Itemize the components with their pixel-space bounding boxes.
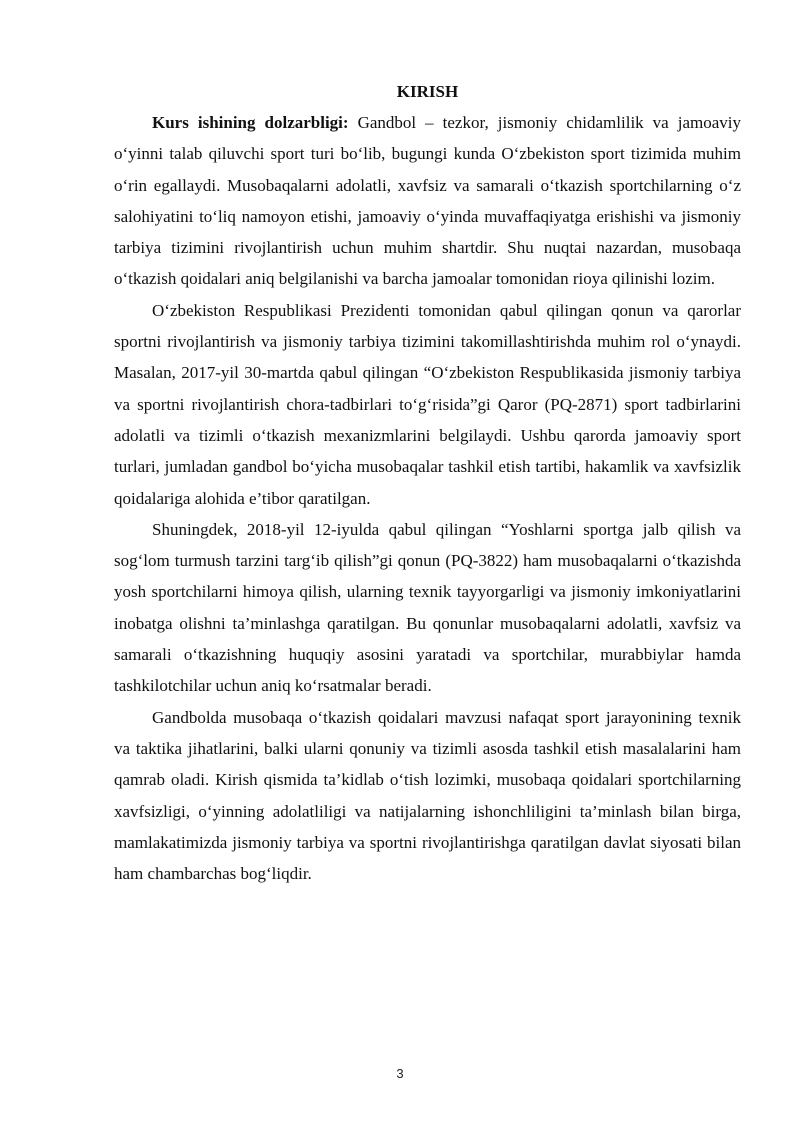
paragraph-presidential-decrees: O‘zbekiston Respublikasi Prezidenti tomonidan qabul qilingan qonun va qarorlar sportni rivojlantirish va jismoniy tarbiya tizimini takomillashtirishda muhim rol o‘ynaydi. Masalan, 2017-yil 30-martda qabul qilingan “O‘zbekiston Respublikasida jismoniy tarbiya va sportni rivojlantirish chora-tadbirlari to‘g‘risida”gi Qaror (PQ-2871) sport tadbirlarini adolatli va tizimli o‘tkazish mexanizmlarini belgilaydi. Ushbu qarorda jamoaviy sport turlari, jumladan gandbol bo‘yicha musobaqalar tashkil etish tartibi, hakamlik va xavfsizlik qoidalariga alohida e’tibor qaratilgan. [114,300,741,508]
page-content [114,76,741,889]
paragraph-handball-rules: Gandbolda musobaqa o‘tkazish qoidalari mavzusi nafaqat sport jarayonining texnik va taktika jihatlarini, balki ularni qonuniy va tizimli asosda tashkil etish masalalarini ham qamrab oladi. Kirish qismida ta’kidlab o‘tish lozimki, musobaqa qoidalari sportchilarning xavfsizligi, o‘yinning adolatliligi va natijalarning ishonchliligini ta’minlash bilan birga, mamlakatimizda jismoniy tarbiya va sportni rivojlantirishga qaratilgan davlat siyosati bilan ham chambarchas bog‘liqdir. [114,707,741,884]
page-number: 3 [396,1066,404,1081]
paragraph-youth-law: Shuningdek, 2018-yil 12-iyulda qabul qilingan “Yoshlarni sportga jalb qilish va sog‘lom turmush tarzini targ‘ib qilish”gi qonun (PQ-3822) ham musobaqalarni o‘tkazishda yosh sportchilarni himoya qilish, ularning texnik tayyorgarligi va jismoniy imkoniyatlarini inobatga olishni ta’minlashga qaratilgan. Bu qonunlar musobaqalarni adolatli, xavfsiz va samarali o‘tkazishning huquqiy asosini yaratadi va sportchilar, murabbiylar hamda tashkilotchilar uchun aniq ko‘rsatmalar beradi. [114,519,741,696]
section-heading: KIRISH [396,82,459,101]
paragraph-text: Gandbol – tezkor, jismoniy chidamlilik va jamoaviy o‘yinni talab qiluvchi sport turi bo‘lib, bugungi kunda O‘zbekiston sport tizimida muhim o‘rin egallaydi. Musobaqalarni adolatli, xavfsiz va samarali o‘tkazish sportchilarning o‘z salohiyatini to‘liq namoyon etishi, jamoaviy o‘yinda muvaffaqiyatga erishishi va jismoniy tarbiya tizimini rivojlantirish uchun muhim shartdir. Shu nuqtai nazardan, musobaqa o‘tkazish qoidalari aniq belgilanishi va barcha jamoalar tomonidan rioya qilinishi lozim. [114,113,741,289]
paragraph-lead: Kurs ishining dolzarbligi: [152,113,349,132]
paragraph-relevance [114,107,741,295]
